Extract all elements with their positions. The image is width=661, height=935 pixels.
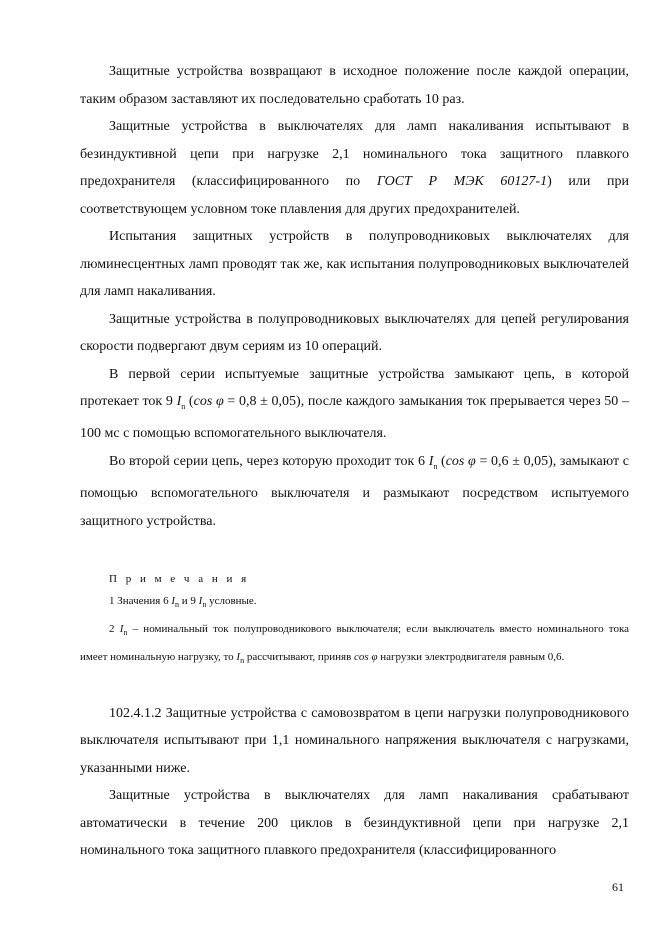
notes-title: П р и м е ч а н и я — [109, 573, 250, 586]
cos-phi: cos φ — [445, 453, 476, 469]
note-1-text-a: 1 Значения 6 — [109, 595, 172, 608]
standard-reference: ГОСТ Р МЭК 60127-1 — [376, 174, 548, 189]
cos-phi: cos φ — [354, 651, 378, 664]
paragraph-2-text-b: ) или при соответствующем условном токе плавления для других предохранителей. — [80, 174, 629, 217]
current-subscript: n — [175, 600, 180, 610]
paragraph-6-text-a: Во второй серии цепь, через которую проходит ток 6 — [109, 453, 429, 469]
note-2-text-a: 2 — [109, 623, 120, 636]
current-subscript: n — [202, 600, 207, 610]
paragraph-1: Защитные устройства возвращают в исходное положение после каждой операции, таким образом заставляют их последовательно сработать 10 раз. — [80, 64, 629, 107]
note-2-text-c: рассчитывают, приняв — [244, 651, 355, 664]
paragraph-2 — [80, 113, 629, 223]
paragraph-6 — [80, 448, 629, 535]
current-symbol: I — [236, 651, 241, 664]
paragraph-3: Испытания защитных устройств в полупроводниковых выключателях для люминесцентных ламп проводят так же, как испытания полупроводниковых выключателей для ламп накаливания. — [80, 229, 629, 299]
paragraph-4: Защитные устройства в полупроводниковых выключателях для цепей регулирования скорости подвергают двум сериям из 10 операций. — [80, 311, 629, 354]
note-2-text-b: – номинальный ток полупроводникового выключателя; если выключатель вместо номинального тока имеет номинальную нагрузку, то — [80, 623, 629, 664]
section-paragraph-8: Защитные устройства в выключателях для ламп накаливания срабатывают автоматически в течение 200 циклов в безиндуктивной цепи при нагрузке 2,1 номинального тока защитного плавкого предохранителя (классифицированного — [80, 788, 629, 859]
note-1-text-b: и 9 — [179, 595, 199, 608]
paragraph-6-text-c: = 0,6 ± 0,05), замыкают с помощью вспомогательного выключателя и размыкают посредством испытуемого защитного устройства. — [80, 453, 629, 529]
current-symbol: I — [198, 595, 203, 608]
current-symbol: I — [119, 623, 124, 636]
paragraph-6-text-b: ( — [437, 453, 446, 469]
section-paragraph-7: 102.4.1.2 Защитные устройства с самовозвратом в цепи нагрузки полупроводникового выключателя испытывают при 1,1 номинального напряжения выключателя с нагрузками, указанными ниже. — [80, 705, 629, 776]
page-number: 61 — [612, 880, 624, 894]
current-symbol: I — [171, 595, 176, 608]
spacer — [80, 535, 629, 569]
cos-phi: cos φ — [193, 394, 224, 409]
paragraph-2-text-a: Защитные устройства в выключателях для ламп накаливания испытывают в безиндуктивной цепи при нагрузке 2,1 номинального тока защитного плавкого предохранителя (классифицированного по — [80, 119, 629, 189]
current-subscript: n — [240, 656, 245, 666]
note-2-text-d: нагрузки электродвигателя равным 0,6. — [377, 651, 565, 664]
current-subscript: n — [123, 628, 128, 638]
note-1-text-c: условные. — [206, 595, 257, 608]
note-1 — [80, 589, 629, 617]
current-subscript: n — [181, 401, 186, 411]
document-body — [80, 58, 629, 865]
current-symbol: I — [428, 453, 434, 469]
spacer — [80, 674, 629, 700]
paragraph-5-text-c: = 0,8 ± 0,05), после каждого замыкания ток прерывается через 50 – 100 мс с помощью вспомогательного выключателя. — [80, 394, 629, 442]
current-symbol: I — [176, 394, 182, 409]
paragraph-5-text-b: ( — [185, 394, 194, 409]
current-subscript: n — [433, 461, 438, 471]
note-2 — [80, 617, 629, 673]
paragraph-5 — [80, 361, 629, 448]
paragraph-5-text-a: В первой серии испытуемые защитные устройства замыкают цепь, в которой протекает ток 9 — [80, 366, 629, 409]
